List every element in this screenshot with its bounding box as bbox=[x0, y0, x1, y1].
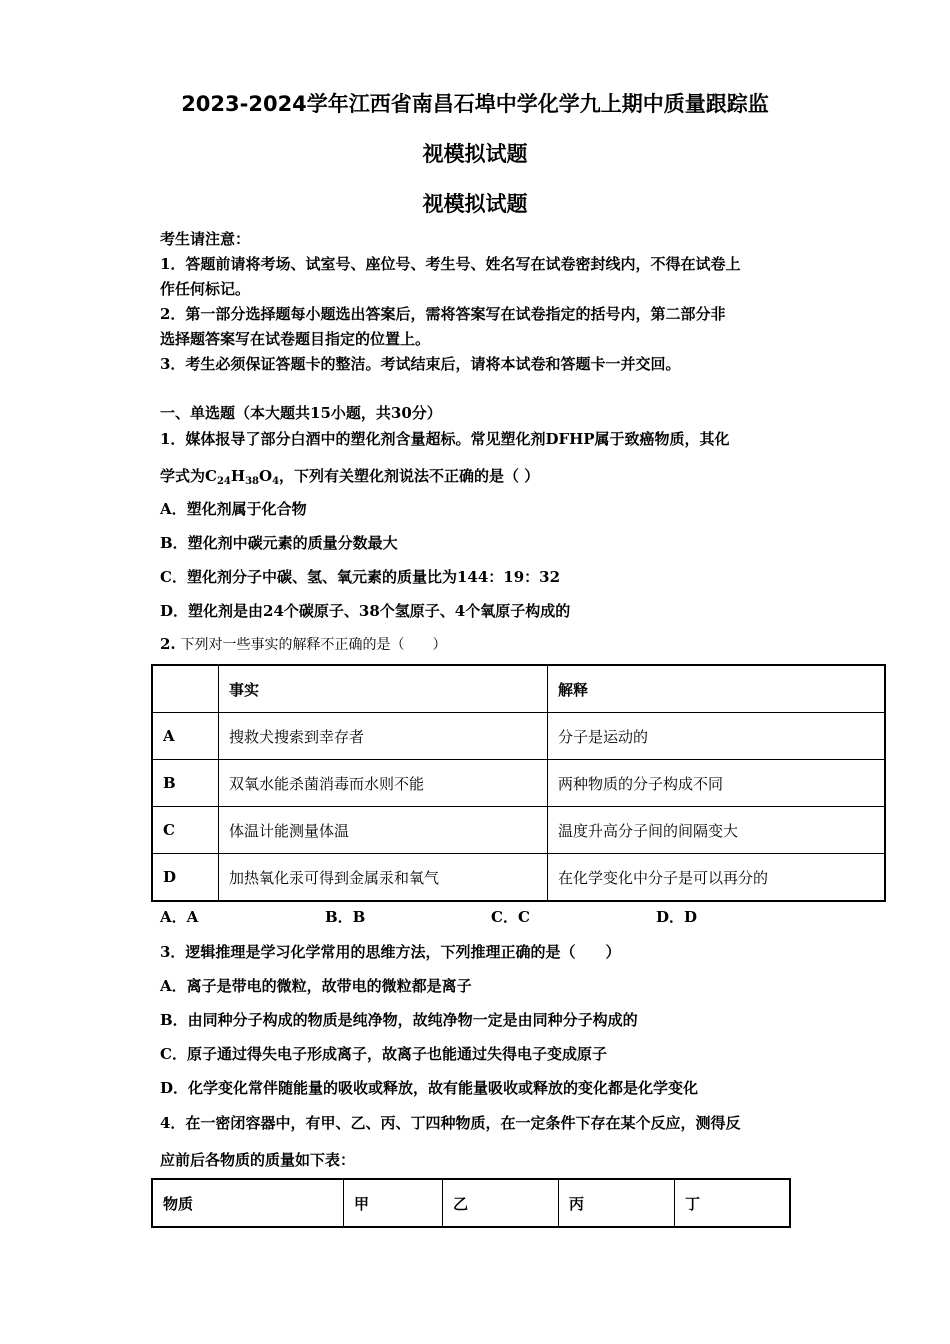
q4-stem-line1: 4．在一密闭容器中，有甲、乙、丙、丁四种物质，在一定条件下存在某个反应，测得反 bbox=[160, 1114, 741, 1132]
q2-option-a: A．A bbox=[160, 908, 199, 926]
q1-stem-suffix: ，下列有关塑化剂说法不正确的是（ ） bbox=[279, 467, 540, 485]
notice-item: 3．考生必须保证答题卡的整洁。考试结束后，请将本试卷和答题卡一并交回。 bbox=[160, 355, 681, 373]
table-cell: A bbox=[152, 713, 219, 760]
q2-option-c: C．C bbox=[491, 908, 530, 926]
table-header-cell: 物质 bbox=[152, 1179, 344, 1227]
page-title-line1: 2023-2024学年江西省南昌石埠中学化学九上期中质量跟踪监 bbox=[181, 92, 769, 116]
notice-heading: 考生请注意： bbox=[160, 230, 251, 248]
q4-table bbox=[151, 1178, 791, 1228]
q3-stem: 3．逻辑推理是学习化学常用的思维方法，下列推理正确的是（ ） bbox=[160, 943, 621, 961]
q2-number: 2. bbox=[160, 635, 176, 653]
notice-item: 1．答题前请将考场、试室号、座位号、考生号、姓名写在试卷密封线内，不得在试卷上 bbox=[160, 255, 741, 273]
table-cell: 两种物质的分子构成不同 bbox=[548, 760, 886, 807]
notice-item: 选择题答案写在试卷题目指定的位置上。 bbox=[160, 330, 431, 348]
q1-formula: $C_{24}H_{38}O_4$ bbox=[205, 467, 280, 487]
notice-item: 2．第一部分选择题每小题选出答案后，需将答案写在试卷指定的括号内，第二部分非 bbox=[160, 305, 726, 323]
q4-stem-line2: 应前后各物质的质量如下表： bbox=[160, 1151, 356, 1169]
q1-stem-line1: 1．媒体报导了部分白酒中的塑化剂含量超标。常见塑化剂DFHP属于致癌物质，其化 bbox=[160, 430, 730, 448]
table-header-cell: 甲 bbox=[344, 1179, 443, 1227]
q1-option-c: C．塑化剂分子中碳、氢、氧元素的质量比为144：19：32 bbox=[160, 568, 560, 586]
page-title-line2: 视模拟试题 bbox=[422, 142, 528, 166]
table-cell: 双氧水能杀菌消毒而水则不能 bbox=[219, 760, 548, 807]
q1-stem-line2 bbox=[160, 465, 539, 486]
page-title-line3: 视模拟试题 bbox=[422, 192, 528, 216]
table-header-cell: 事实 bbox=[219, 665, 548, 713]
q3-option-d: D．化学变化常伴随能量的吸收或释放，故有能量吸收或释放的变化都是化学变化 bbox=[160, 1079, 699, 1097]
table-header-row bbox=[152, 665, 885, 713]
notice-item: 作任何标记。 bbox=[160, 280, 251, 298]
q1-stem-prefix: 学式为 bbox=[160, 467, 206, 485]
table-cell: 分子是运动的 bbox=[548, 713, 886, 760]
table-cell: B bbox=[152, 760, 219, 807]
q3-option-b: B．由同种分子构成的物质是纯净物，故纯净物一定是由同种分子构成的 bbox=[160, 1011, 638, 1029]
q1-option-b: B．塑化剂中碳元素的质量分数最大 bbox=[160, 534, 398, 552]
table-header-cell: 解释 bbox=[548, 665, 886, 713]
q1-option-d: D．塑化剂是由24个碳原子、38个氢原子、4个氧原子构成的 bbox=[160, 602, 571, 620]
table-header-cell bbox=[152, 665, 219, 713]
table-cell: 在化学变化中分子是可以再分的 bbox=[548, 854, 886, 902]
table-cell: 加热氧化汞可得到金属汞和氧气 bbox=[219, 854, 548, 902]
table-header-row bbox=[152, 1179, 790, 1227]
table-row bbox=[152, 854, 885, 902]
table-header-cell: 丙 bbox=[559, 1179, 675, 1227]
table-cell: 温度升高分子间的间隔变大 bbox=[548, 807, 886, 854]
table-row bbox=[152, 807, 885, 854]
table-header-cell: 乙 bbox=[443, 1179, 559, 1227]
table-row bbox=[152, 713, 885, 760]
q2-stem-text: 下列对一些事实的解释不正确的是（ ） bbox=[180, 637, 447, 653]
q3-option-c: C．原子通过得失电子形成离子，故离子也能通过失得电子变成原子 bbox=[160, 1045, 607, 1063]
q2-option-d: D．D bbox=[656, 908, 698, 926]
q2-option-b: B．B bbox=[325, 908, 366, 926]
q2-stem bbox=[160, 634, 446, 654]
q1-option-a: A．塑化剂属于化合物 bbox=[160, 500, 307, 518]
table-cell: 搜救犬搜索到幸存者 bbox=[219, 713, 548, 760]
table-header-cell: 丁 bbox=[675, 1179, 791, 1227]
q2-table bbox=[151, 664, 886, 902]
section-heading: 一、单选题（本大题共15小题，共30分） bbox=[160, 404, 442, 422]
q3-option-a: A．离子是带电的微粒，故带电的微粒都是离子 bbox=[160, 977, 472, 995]
table-cell: C bbox=[152, 807, 219, 854]
table-cell: 体温计能测量体温 bbox=[219, 807, 548, 854]
table-row bbox=[152, 760, 885, 807]
table-cell: D bbox=[152, 854, 219, 902]
